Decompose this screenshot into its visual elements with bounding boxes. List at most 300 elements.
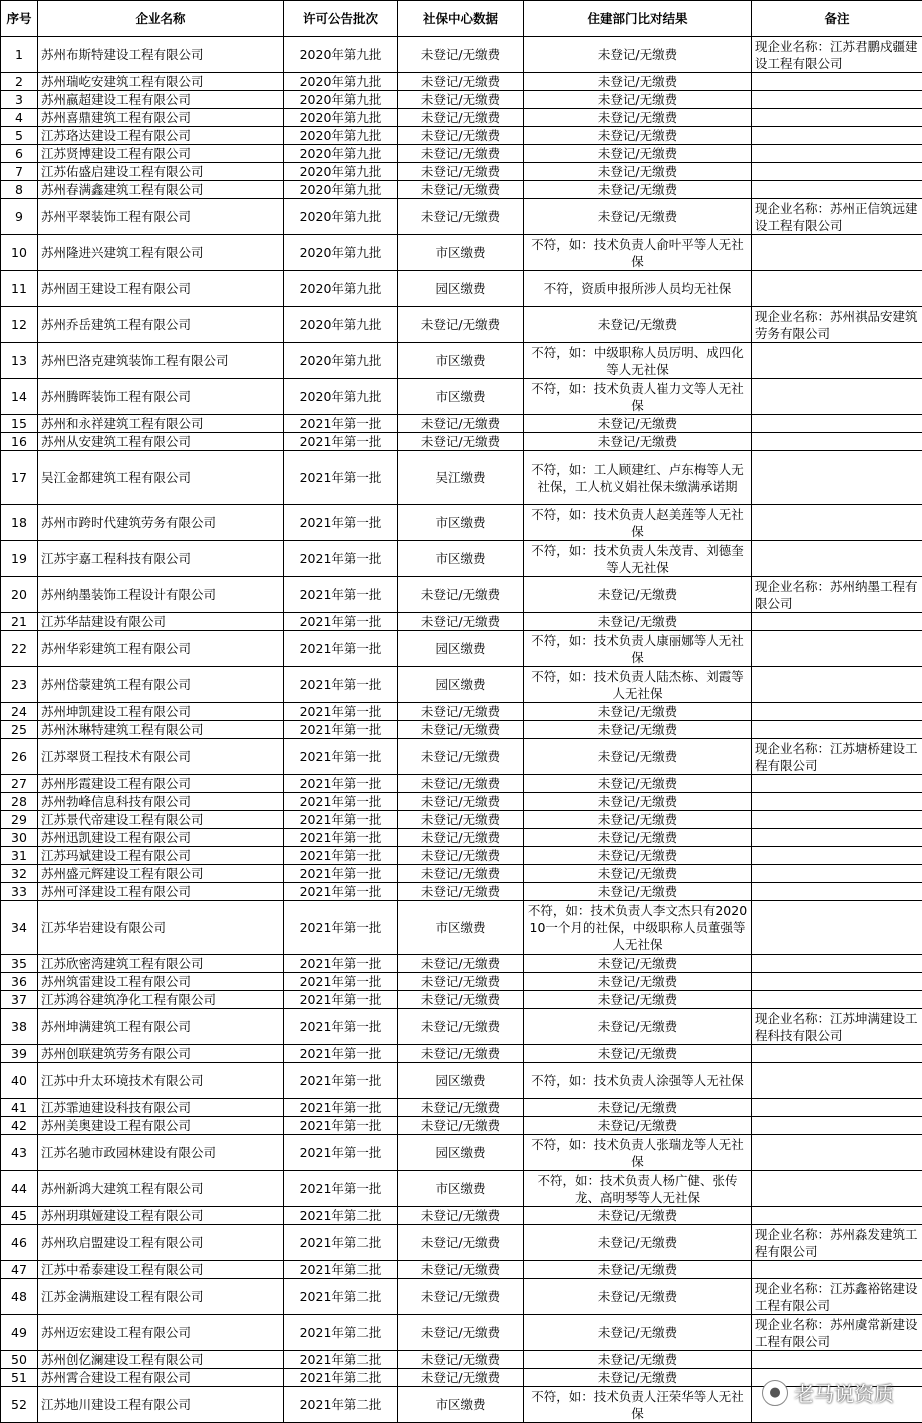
table-row (1, 631, 922, 667)
row-index: 25 (1, 721, 38, 739)
row-index: 46 (1, 1225, 38, 1261)
company-name: 江苏宇嘉工程科技有限公司 (38, 541, 284, 577)
comparison-result: 未登记/无缴费 (524, 37, 752, 73)
remarks (752, 145, 922, 163)
remarks (752, 415, 922, 433)
company-name: 江苏华喆建设有限公司 (38, 613, 284, 631)
comparison-result: 未登记/无缴费 (524, 1117, 752, 1135)
table-row (1, 73, 922, 91)
license-batch: 2020年第九批 (284, 109, 398, 127)
row-index: 52 (1, 1387, 38, 1423)
table-row (1, 1225, 922, 1261)
comparison-result: 未登记/无缴费 (524, 829, 752, 847)
comparison-result: 未登记/无缴费 (524, 415, 752, 433)
row-index: 33 (1, 883, 38, 901)
company-name: 江苏名驰市政园林建设有限公司 (38, 1135, 284, 1171)
row-index: 19 (1, 541, 38, 577)
social-security-data: 园区缴费 (398, 1135, 524, 1171)
company-name: 苏州嬴超建设工程有限公司 (38, 91, 284, 109)
social-security-data: 市区缴费 (398, 379, 524, 415)
company-name: 苏州瑞屹安建筑工程有限公司 (38, 73, 284, 91)
row-index: 20 (1, 577, 38, 613)
remarks (752, 505, 922, 541)
company-name: 苏州隆进兴建筑工程有限公司 (38, 235, 284, 271)
remarks (752, 271, 922, 307)
social-security-data: 市区缴费 (398, 343, 524, 379)
row-index: 12 (1, 307, 38, 343)
table-row (1, 667, 922, 703)
remarks (752, 109, 922, 127)
social-security-data: 未登记/无缴费 (398, 1369, 524, 1387)
table-body (1, 37, 922, 1423)
row-index: 51 (1, 1369, 38, 1387)
table-row (1, 1099, 922, 1117)
comparison-result: 不符，如：中级职称人员厉明、成四化等人无社保 (524, 343, 752, 379)
remarks (752, 973, 922, 991)
license-batch: 2021年第一批 (284, 433, 398, 451)
remarks (752, 847, 922, 865)
social-security-data: 未登记/无缴费 (398, 703, 524, 721)
social-security-data: 市区缴费 (398, 1387, 524, 1423)
remarks (752, 541, 922, 577)
table-row (1, 433, 922, 451)
license-batch: 2021年第一批 (284, 703, 398, 721)
table-row (1, 613, 922, 631)
social-security-data: 园区缴费 (398, 667, 524, 703)
table-row (1, 577, 922, 613)
row-index: 44 (1, 1171, 38, 1207)
header-comparison-result: 住建部门比对结果 (524, 1, 752, 37)
license-batch: 2020年第九批 (284, 199, 398, 235)
header-social-security: 社保中心数据 (398, 1, 524, 37)
remarks (752, 775, 922, 793)
remarks (752, 865, 922, 883)
social-security-data: 未登记/无缴费 (398, 973, 524, 991)
social-security-data: 未登记/无缴费 (398, 181, 524, 199)
remarks (752, 343, 922, 379)
row-index: 38 (1, 1009, 38, 1045)
table-row (1, 1135, 922, 1171)
table-row (1, 505, 922, 541)
row-index: 21 (1, 613, 38, 631)
social-security-data: 未登记/无缴费 (398, 829, 524, 847)
social-security-data: 未登记/无缴费 (398, 1045, 524, 1063)
company-name: 苏州喜鼎建筑工程有限公司 (38, 109, 284, 127)
row-index: 3 (1, 91, 38, 109)
remarks (752, 181, 922, 199)
comparison-result: 未登记/无缴费 (524, 991, 752, 1009)
social-security-data: 未登记/无缴费 (398, 577, 524, 613)
company-name: 吴江金都建筑工程有限公司 (38, 451, 284, 505)
social-security-data: 未登记/无缴费 (398, 1117, 524, 1135)
row-index: 37 (1, 991, 38, 1009)
license-batch: 2021年第一批 (284, 613, 398, 631)
company-name: 苏州霄合建设工程有限公司 (38, 1369, 284, 1387)
comparison-result: 未登记/无缴费 (524, 163, 752, 181)
social-security-data: 园区缴费 (398, 631, 524, 667)
license-batch: 2020年第九批 (284, 343, 398, 379)
remarks: 现企业名称：江苏君鹏戍疆建设工程有限公司 (752, 37, 922, 73)
license-batch: 2021年第二批 (284, 1315, 398, 1351)
comparison-result: 未登记/无缴费 (524, 1369, 752, 1387)
table-row (1, 451, 922, 505)
remarks: 现企业名称：苏州虞常新建设工程有限公司 (752, 1315, 922, 1351)
comparison-result: 不符，如：技术负责人俞叶平等人无社保 (524, 235, 752, 271)
row-index: 36 (1, 973, 38, 991)
table-row (1, 37, 922, 73)
company-name: 苏州迅凯建设工程有限公司 (38, 829, 284, 847)
company-name: 苏州固王建设工程有限公司 (38, 271, 284, 307)
row-index: 10 (1, 235, 38, 271)
remarks: 现企业名称：苏州纳墨工程有限公司 (752, 577, 922, 613)
row-index: 48 (1, 1279, 38, 1315)
comparison-result: 未登记/无缴费 (524, 91, 752, 109)
remarks (752, 73, 922, 91)
remarks: 现企业名称：江苏鑫裕铭建设工程有限公司 (752, 1279, 922, 1315)
remarks (752, 1261, 922, 1279)
social-security-data: 园区缴费 (398, 271, 524, 307)
watermark-text: 老马说资质 (794, 1382, 894, 1406)
license-batch: 2021年第二批 (284, 1369, 398, 1387)
company-name: 江苏贤博建设工程有限公司 (38, 145, 284, 163)
remarks (752, 433, 922, 451)
social-security-data: 未登记/无缴费 (398, 37, 524, 73)
company-name: 苏州创联建筑劳务有限公司 (38, 1045, 284, 1063)
company-name: 苏州坤满建筑工程有限公司 (38, 1009, 284, 1045)
row-index: 2 (1, 73, 38, 91)
social-security-data: 园区缴费 (398, 1063, 524, 1099)
license-batch: 2021年第二批 (284, 1207, 398, 1225)
comparison-result: 不符，如：技术负责人崔力文等人无社保 (524, 379, 752, 415)
table-header-row (1, 1, 922, 37)
remarks (752, 793, 922, 811)
company-name: 苏州和永祥建筑工程有限公司 (38, 415, 284, 433)
row-index: 23 (1, 667, 38, 703)
license-batch: 2021年第一批 (284, 1063, 398, 1099)
table-row (1, 181, 922, 199)
license-batch: 2021年第一批 (284, 883, 398, 901)
table-row (1, 955, 922, 973)
license-batch: 2021年第一批 (284, 415, 398, 433)
company-name: 苏州平翠装饰工程有限公司 (38, 199, 284, 235)
company-name: 苏州创亿澜建设工程有限公司 (38, 1351, 284, 1369)
remarks (752, 91, 922, 109)
social-security-data: 未登记/无缴费 (398, 955, 524, 973)
license-batch: 2021年第一批 (284, 667, 398, 703)
license-batch: 2021年第一批 (284, 739, 398, 775)
row-index: 11 (1, 271, 38, 307)
remarks (752, 829, 922, 847)
company-name: 苏州坤凯建设工程有限公司 (38, 703, 284, 721)
license-batch: 2021年第一批 (284, 451, 398, 505)
comparison-result: 未登记/无缴费 (524, 1207, 752, 1225)
license-batch: 2021年第一批 (284, 829, 398, 847)
remarks: 现企业名称：苏州祺品安建筑劳务有限公司 (752, 307, 922, 343)
company-name: 苏州玥琪娅建设工程有限公司 (38, 1207, 284, 1225)
social-security-data: 未登记/无缴费 (398, 865, 524, 883)
row-index: 41 (1, 1099, 38, 1117)
remarks (752, 811, 922, 829)
comparison-result: 不符，如：技术负责人陆杰栋、刘霞等人无社保 (524, 667, 752, 703)
remarks: 现企业名称：苏州淼发建筑工程有限公司 (752, 1225, 922, 1261)
social-security-data: 未登记/无缴费 (398, 883, 524, 901)
company-name: 江苏景代帝建设工程有限公司 (38, 811, 284, 829)
comparison-result: 未登记/无缴费 (524, 703, 752, 721)
social-security-data: 吴江缴费 (398, 451, 524, 505)
comparison-result: 不符，如：技术负责人张瑞龙等人无社保 (524, 1135, 752, 1171)
license-batch: 2020年第九批 (284, 163, 398, 181)
social-security-data: 未登记/无缴费 (398, 307, 524, 343)
license-batch: 2021年第一批 (284, 991, 398, 1009)
social-security-data: 未登记/无缴费 (398, 73, 524, 91)
remarks (752, 1063, 922, 1099)
comparison-result: 未登记/无缴费 (524, 847, 752, 865)
company-name: 苏州市跨时代建筑劳务有限公司 (38, 505, 284, 541)
table-row (1, 1207, 922, 1225)
comparison-result: 不符，如：技术负责人李文杰只有202010一个月的社保，中级职称人员董强等人无社保 (524, 901, 752, 955)
comparison-result: 不符，如：技术负责人汪荣华等人无社保 (524, 1387, 752, 1423)
watermark (762, 1378, 894, 1407)
comparison-result: 未登记/无缴费 (524, 1351, 752, 1369)
license-batch: 2021年第一批 (284, 865, 398, 883)
table-row (1, 829, 922, 847)
remarks (752, 883, 922, 901)
row-index: 16 (1, 433, 38, 451)
row-index: 27 (1, 775, 38, 793)
license-batch: 2020年第九批 (284, 73, 398, 91)
table-row (1, 1351, 922, 1369)
company-name: 江苏中升太环境技术有限公司 (38, 1063, 284, 1099)
comparison-result: 未登记/无缴费 (524, 577, 752, 613)
social-security-data: 未登记/无缴费 (398, 199, 524, 235)
table-row (1, 775, 922, 793)
company-name: 苏州纳墨装饰工程设计有限公司 (38, 577, 284, 613)
comparison-result: 不符，资质申报所涉人员均无社保 (524, 271, 752, 307)
row-index: 49 (1, 1315, 38, 1351)
social-security-data: 未登记/无缴费 (398, 91, 524, 109)
remarks (752, 955, 922, 973)
remarks: 现企业名称：江苏坤满建设工程科技有限公司 (752, 1009, 922, 1045)
social-security-data: 未登记/无缴费 (398, 739, 524, 775)
row-index: 32 (1, 865, 38, 883)
comparison-result: 未登记/无缴费 (524, 145, 752, 163)
table-row (1, 1261, 922, 1279)
table-row (1, 415, 922, 433)
table-row (1, 1315, 922, 1351)
table-row (1, 379, 922, 415)
comparison-result: 未登记/无缴费 (524, 613, 752, 631)
comparison-result: 未登记/无缴费 (524, 973, 752, 991)
row-index: 7 (1, 163, 38, 181)
company-name: 江苏地川建设工程有限公司 (38, 1387, 284, 1423)
social-security-data: 未登记/无缴费 (398, 127, 524, 145)
license-batch: 2021年第一批 (284, 973, 398, 991)
table-row (1, 847, 922, 865)
table-row (1, 1117, 922, 1135)
comparison-result: 未登记/无缴费 (524, 109, 752, 127)
social-security-data: 未登记/无缴费 (398, 109, 524, 127)
comparison-result: 未登记/无缴费 (524, 181, 752, 199)
comparison-result: 未登记/无缴费 (524, 775, 752, 793)
remarks (752, 991, 922, 1009)
row-index: 13 (1, 343, 38, 379)
license-batch: 2021年第一批 (284, 541, 398, 577)
header-company: 企业名称 (38, 1, 284, 37)
row-index: 6 (1, 145, 38, 163)
table-row (1, 973, 922, 991)
remarks (752, 667, 922, 703)
license-batch: 2021年第一批 (284, 1045, 398, 1063)
license-batch: 2021年第一批 (284, 1099, 398, 1117)
license-batch: 2020年第九批 (284, 235, 398, 271)
license-batch: 2020年第九批 (284, 127, 398, 145)
table-row (1, 739, 922, 775)
license-batch: 2021年第一批 (284, 577, 398, 613)
license-batch: 2021年第二批 (284, 1279, 398, 1315)
row-index: 26 (1, 739, 38, 775)
table-row (1, 865, 922, 883)
remarks (752, 1207, 922, 1225)
comparison-result: 未登记/无缴费 (524, 1045, 752, 1063)
comparison-result: 不符，如：技术负责人朱茂青、刘德奎等人无社保 (524, 541, 752, 577)
social-security-data: 未登记/无缴费 (398, 1261, 524, 1279)
license-batch: 2020年第九批 (284, 271, 398, 307)
row-index: 30 (1, 829, 38, 847)
comparison-result: 不符，如：技术负责人涂强等人无社保 (524, 1063, 752, 1099)
comparison-result: 未登记/无缴费 (524, 793, 752, 811)
company-name: 江苏翠贤工程技术有限公司 (38, 739, 284, 775)
table-row (1, 199, 922, 235)
table-row (1, 145, 922, 163)
table-row (1, 1045, 922, 1063)
remarks (752, 901, 922, 955)
social-security-data: 未登记/无缴费 (398, 1009, 524, 1045)
row-index: 28 (1, 793, 38, 811)
row-index: 45 (1, 1207, 38, 1225)
remarks (752, 451, 922, 505)
company-name: 江苏金满瓶建设工程有限公司 (38, 1279, 284, 1315)
company-name: 苏州沐琳特建筑工程有限公司 (38, 721, 284, 739)
remarks (752, 631, 922, 667)
company-name: 江苏玛斌建设工程有限公司 (38, 847, 284, 865)
remarks (752, 1045, 922, 1063)
social-security-data: 未登记/无缴费 (398, 163, 524, 181)
company-name: 江苏华岩建设有限公司 (38, 901, 284, 955)
license-batch: 2021年第一批 (284, 901, 398, 955)
table-row (1, 91, 922, 109)
company-name: 江苏霏迪建设科技有限公司 (38, 1099, 284, 1117)
comparison-result: 未登记/无缴费 (524, 1261, 752, 1279)
license-batch: 2021年第一批 (284, 775, 398, 793)
company-name: 苏州华彩建筑工程有限公司 (38, 631, 284, 667)
comparison-result: 不符，如：技术负责人杨广健、张传龙、高明琴等人无社保 (524, 1171, 752, 1207)
social-security-data: 未登记/无缴费 (398, 1279, 524, 1315)
remarks (752, 379, 922, 415)
table-row (1, 1063, 922, 1099)
row-index: 9 (1, 199, 38, 235)
social-security-data: 未登记/无缴费 (398, 1351, 524, 1369)
company-name: 江苏中希泰建设工程有限公司 (38, 1261, 284, 1279)
social-security-data: 未登记/无缴费 (398, 613, 524, 631)
remarks (752, 1117, 922, 1135)
license-batch: 2021年第一批 (284, 1117, 398, 1135)
company-name: 苏州盛元辉建设工程有限公司 (38, 865, 284, 883)
table-row (1, 793, 922, 811)
row-index: 43 (1, 1135, 38, 1171)
row-index: 14 (1, 379, 38, 415)
license-batch: 2020年第九批 (284, 181, 398, 199)
row-index: 17 (1, 451, 38, 505)
social-security-data: 未登记/无缴费 (398, 1207, 524, 1225)
remarks (752, 613, 922, 631)
row-index: 8 (1, 181, 38, 199)
license-batch: 2021年第二批 (284, 1387, 398, 1423)
license-batch: 2021年第一批 (284, 505, 398, 541)
row-index: 22 (1, 631, 38, 667)
social-security-data: 未登记/无缴费 (398, 847, 524, 865)
table-row (1, 883, 922, 901)
company-name: 苏州美奥建设工程有限公司 (38, 1117, 284, 1135)
comparison-result: 不符，如：工人顾建红、卢东梅等人无社保，工人杭义娟社保未缴满承诺期 (524, 451, 752, 505)
company-name: 江苏欣密湾建筑工程有限公司 (38, 955, 284, 973)
table-row (1, 901, 922, 955)
comparison-result: 未登记/无缴费 (524, 1279, 752, 1315)
remarks (752, 1351, 922, 1369)
company-name: 江苏鸿谷建筑净化工程有限公司 (38, 991, 284, 1009)
row-index: 4 (1, 109, 38, 127)
company-name: 江苏珞达建设工程有限公司 (38, 127, 284, 145)
social-security-data: 市区缴费 (398, 541, 524, 577)
license-batch: 2021年第一批 (284, 1009, 398, 1045)
remarks (752, 721, 922, 739)
row-index: 35 (1, 955, 38, 973)
wechat-logo-icon: ● (762, 1380, 788, 1406)
comparison-result: 未登记/无缴费 (524, 307, 752, 343)
row-index: 31 (1, 847, 38, 865)
social-security-data: 市区缴费 (398, 505, 524, 541)
table-row (1, 343, 922, 379)
header-remarks: 备注 (752, 1, 922, 37)
social-security-data: 未登记/无缴费 (398, 991, 524, 1009)
company-name: 苏州岱蒙建筑工程有限公司 (38, 667, 284, 703)
license-batch: 2021年第一批 (284, 847, 398, 865)
license-batch: 2021年第一批 (284, 811, 398, 829)
license-batch: 2020年第九批 (284, 379, 398, 415)
license-batch: 2021年第二批 (284, 1351, 398, 1369)
header-index: 序号 (1, 1, 38, 37)
social-security-data: 未登记/无缴费 (398, 1099, 524, 1117)
company-name: 苏州腾晖装饰工程有限公司 (38, 379, 284, 415)
company-name: 苏州新鸿大建筑工程有限公司 (38, 1171, 284, 1207)
table-row (1, 703, 922, 721)
company-name: 苏州春满鑫建筑工程有限公司 (38, 181, 284, 199)
license-batch: 2020年第九批 (284, 37, 398, 73)
license-batch: 2021年第一批 (284, 1171, 398, 1207)
table-row (1, 991, 922, 1009)
comparison-result: 未登记/无缴费 (524, 883, 752, 901)
table-row (1, 721, 922, 739)
license-batch: 2021年第二批 (284, 1261, 398, 1279)
company-name: 苏州从安建筑工程有限公司 (38, 433, 284, 451)
comparison-result: 未登记/无缴费 (524, 739, 752, 775)
table-row (1, 109, 922, 127)
remarks (752, 127, 922, 145)
table-row (1, 541, 922, 577)
table-row (1, 1009, 922, 1045)
row-index: 50 (1, 1351, 38, 1369)
company-name: 江苏佑盛启建设工程有限公司 (38, 163, 284, 181)
row-index: 34 (1, 901, 38, 955)
